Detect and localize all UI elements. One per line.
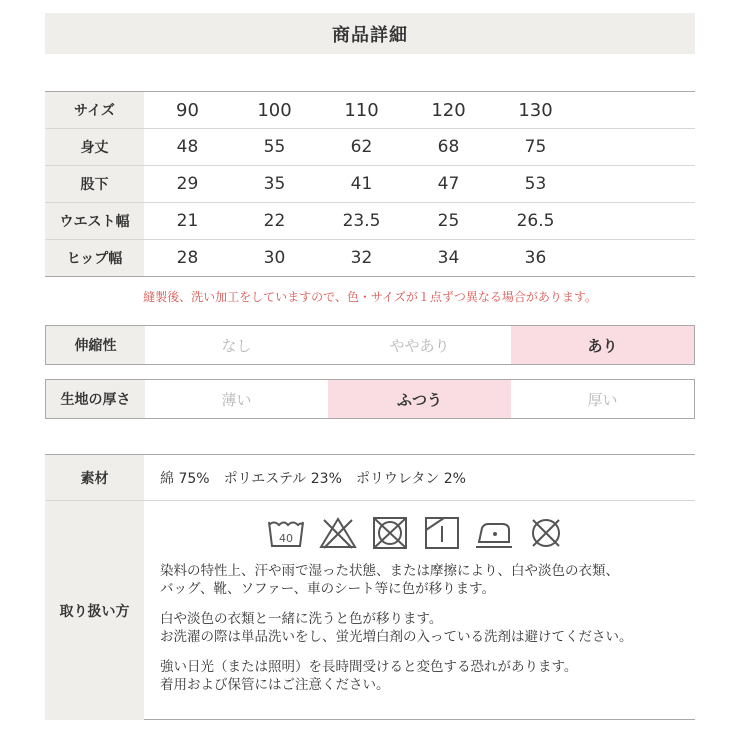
size-header-cell: 100 bbox=[257, 99, 292, 121]
material-row bbox=[45, 455, 695, 501]
care-icons bbox=[160, 501, 695, 550]
line-dry-icon bbox=[422, 516, 462, 550]
table-cell: 21 bbox=[176, 211, 199, 231]
table-row bbox=[45, 166, 695, 203]
table-cell: 35 bbox=[263, 174, 286, 194]
table-cell: 36 bbox=[524, 248, 547, 268]
care-note bbox=[160, 658, 695, 694]
care-note bbox=[160, 562, 695, 598]
low-iron-icon bbox=[474, 516, 514, 550]
size-header-row bbox=[45, 92, 695, 129]
material-label: 素材 bbox=[45, 455, 144, 500]
size-header-cell: 90 bbox=[176, 99, 199, 121]
table-cell: 32 bbox=[350, 248, 373, 268]
no-bleach-icon bbox=[318, 516, 358, 550]
table-cell: 55 bbox=[263, 137, 286, 157]
table-cell: 28 bbox=[176, 248, 199, 268]
care-table bbox=[45, 454, 695, 720]
table-cell: 22 bbox=[263, 211, 286, 231]
handling-row bbox=[45, 501, 695, 720]
wash-temp-label: 40 bbox=[279, 532, 293, 545]
table-cell: 30 bbox=[263, 248, 286, 268]
stretch-option: なし bbox=[221, 336, 252, 355]
size-header-label: サイズ bbox=[45, 92, 144, 128]
thickness-option: 厚い bbox=[587, 390, 618, 409]
size-header-cell: 120 bbox=[431, 99, 466, 121]
table-row bbox=[45, 240, 695, 276]
wash-40-icon bbox=[266, 516, 306, 550]
size-header-cell: 110 bbox=[344, 99, 379, 121]
thickness-label: 生地の厚さ bbox=[46, 380, 145, 418]
handling-body bbox=[144, 501, 695, 720]
table-cell: 25 bbox=[437, 211, 460, 231]
table-cell: 75 bbox=[524, 137, 547, 157]
row-label: ヒップ幅 bbox=[45, 240, 144, 276]
care-note-line: お洗濯の際は単品洗いをし、蛍光増白剤の入っている洗剤は避けてください。 bbox=[160, 629, 633, 645]
page-title: 商品詳細 bbox=[45, 13, 695, 54]
table-cell: 41 bbox=[350, 174, 373, 194]
size-header-cell: 130 bbox=[518, 99, 553, 121]
table-cell: 68 bbox=[437, 137, 460, 157]
thickness-rating bbox=[45, 379, 695, 419]
row-label: ウエスト幅 bbox=[45, 203, 144, 239]
variation-note: 縫製後、洗い加工をしていますので、色・サイズが１点ずつ異なる場合があります。 bbox=[143, 290, 597, 304]
care-note-line: 染料の特性上、汗や雨で湿った状態、または摩擦により、白や淡色の衣類、 bbox=[160, 563, 619, 579]
table-cell: 62 bbox=[350, 137, 373, 157]
thickness-option: ふつう bbox=[328, 380, 511, 418]
table-row bbox=[45, 203, 695, 240]
table-cell: 23.5 bbox=[342, 211, 381, 231]
table-row bbox=[45, 129, 695, 166]
table-cell: 53 bbox=[524, 174, 547, 194]
thickness-option: 薄い bbox=[221, 390, 252, 409]
table-cell: 34 bbox=[437, 248, 460, 268]
size-table bbox=[45, 91, 695, 277]
care-note-line: 着用および保管にはご注意ください。 bbox=[160, 677, 390, 693]
care-note-line: バッグ、靴、ソファー、車のシート等に色が移ります。 bbox=[160, 581, 496, 597]
material-value: 綿 75% ポリエステル 23% ポリウレタン 2% bbox=[160, 470, 466, 487]
no-tumble-dry-icon bbox=[370, 516, 410, 550]
stretch-option: あり bbox=[511, 326, 694, 364]
row-label: 股下 bbox=[45, 166, 144, 202]
table-cell: 29 bbox=[176, 174, 199, 194]
no-dry-clean-icon bbox=[526, 516, 566, 550]
row-label: 身丈 bbox=[45, 129, 144, 165]
care-note bbox=[160, 610, 695, 646]
table-cell: 47 bbox=[437, 174, 460, 194]
table-cell: 48 bbox=[176, 137, 199, 157]
table-cell: 26.5 bbox=[516, 211, 555, 231]
stretch-label: 伸縮性 bbox=[46, 326, 145, 364]
care-note-line: 白や淡色の衣類と一緒に洗うと色が移ります。 bbox=[160, 611, 443, 627]
stretch-rating bbox=[45, 325, 695, 365]
stretch-option: ややあり bbox=[389, 336, 450, 355]
handling-label: 取り扱い方 bbox=[45, 501, 144, 720]
care-note-line: 強い日光（または照明）を長時間受けると変色する恐れがあります。 bbox=[160, 659, 578, 675]
